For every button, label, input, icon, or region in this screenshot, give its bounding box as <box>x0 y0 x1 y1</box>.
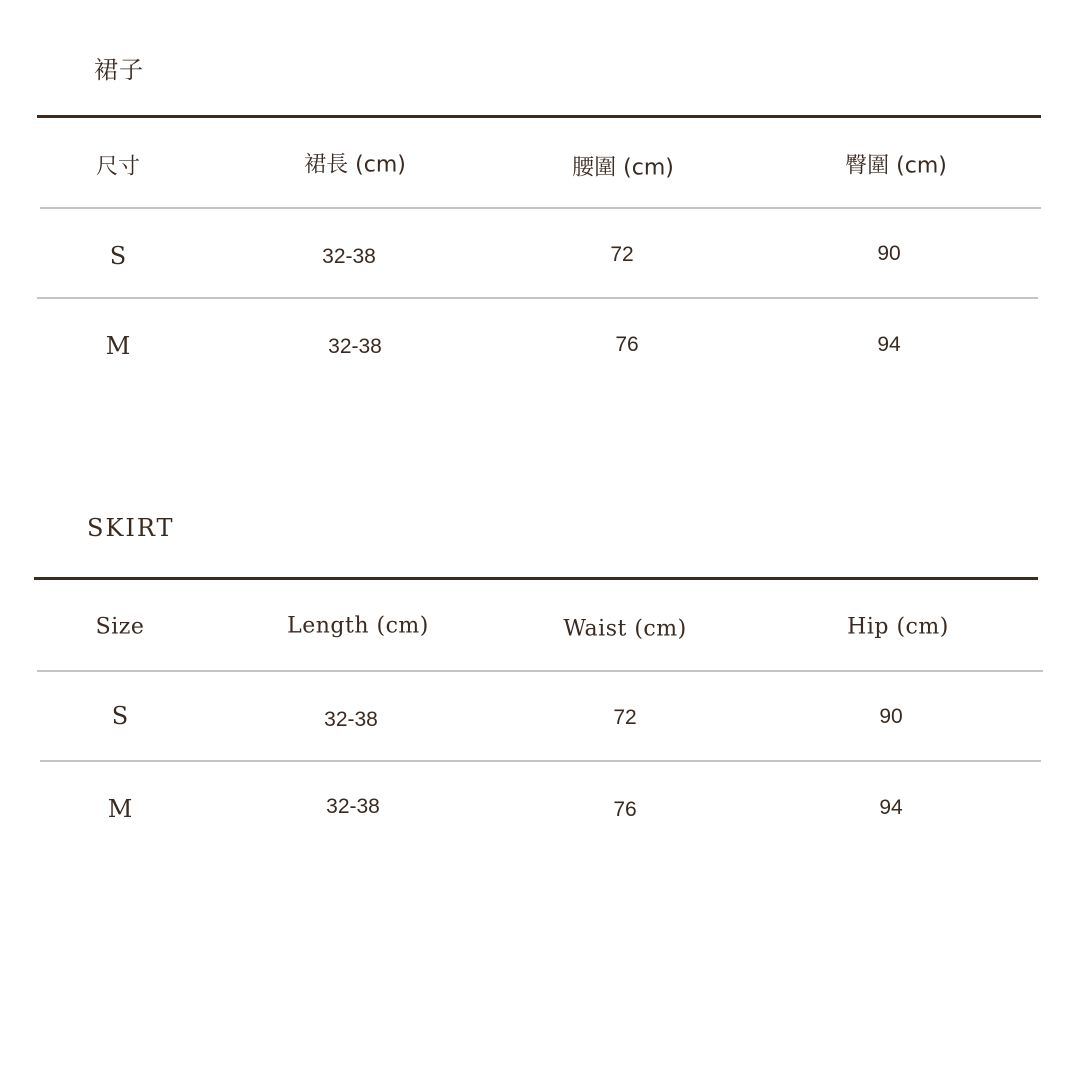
row-divider <box>37 297 1038 299</box>
header-size: 尺寸 <box>95 154 141 180</box>
header-length: Length (cm) <box>287 613 429 639</box>
cell-waist: 76 <box>613 798 637 821</box>
cell-size: S <box>109 242 127 270</box>
cell-hip: 90 <box>879 705 903 728</box>
header-size: Size <box>95 614 145 640</box>
row-divider <box>40 207 1041 209</box>
cell-length: 32-38 <box>322 245 376 268</box>
table-top-rule <box>34 577 1038 580</box>
row-divider <box>40 760 1041 762</box>
header-waist: Waist (cm) <box>563 616 687 642</box>
cell-size: M <box>105 332 131 360</box>
header-length: 裙長 (cm) <box>304 152 406 178</box>
table-title: 裙子 <box>94 56 144 84</box>
row-divider <box>37 670 1043 672</box>
cell-waist: 72 <box>610 243 634 266</box>
cell-hip: 94 <box>877 333 901 356</box>
cell-hip: 94 <box>879 796 903 819</box>
cell-length: 32-38 <box>326 795 380 818</box>
cell-waist: 76 <box>615 333 639 356</box>
cell-length: 32-38 <box>328 335 382 358</box>
cell-waist: 72 <box>613 706 637 729</box>
header-hip: Hip (cm) <box>847 614 949 640</box>
table-title: SKIRT <box>87 514 175 542</box>
cell-hip: 90 <box>877 242 901 265</box>
cell-length: 32-38 <box>324 708 378 731</box>
cell-size: M <box>107 795 133 823</box>
header-hip: 臀圍 (cm) <box>845 153 947 179</box>
cell-size: S <box>111 702 129 730</box>
header-waist: 腰圍 (cm) <box>572 155 674 181</box>
table-top-rule <box>37 115 1041 118</box>
